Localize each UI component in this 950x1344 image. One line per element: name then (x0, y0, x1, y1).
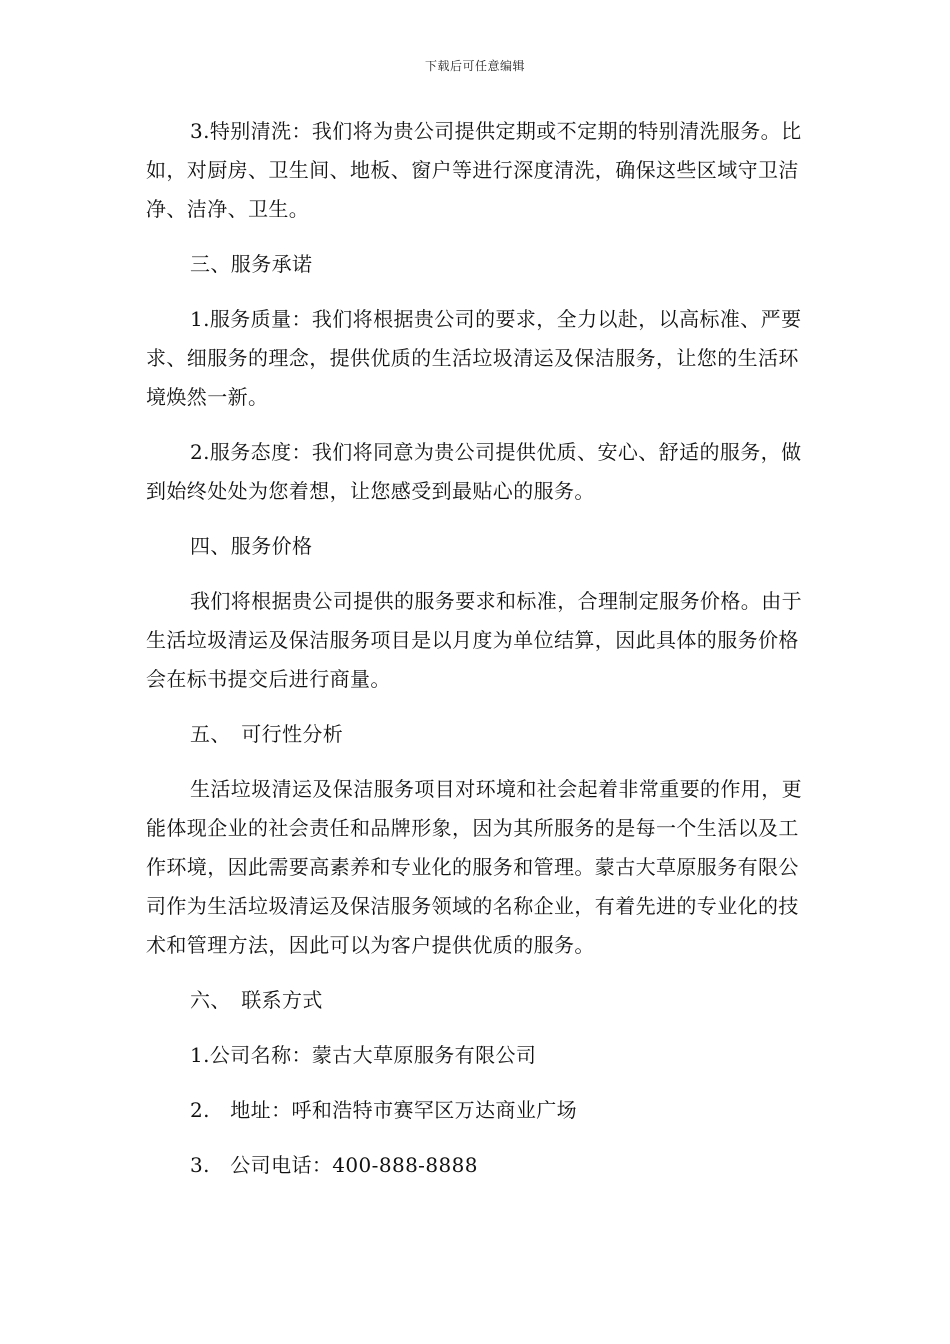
paragraph-feasibility: 生活垃圾清运及保洁服务项目对环境和社会起着非常重要的作用，更能体现企业的社会责任和品牌形象，因为其所服务的是每一个生活以及工作环境，因此需要高素养和专业化的服务和管理。蒙古大草原服务有限公司作为生活垃圾清运及保洁服务领域的名称企业，有着先进的专业化的技术和管理方法，因此可以为客户提供优质的服务。 (146, 777, 802, 957)
paragraph-service-quality: 1.服务质量：我们将根据贵公司的要求，全力以赴，以高标准、严要求、细服务的理念，提供优质的生活垃圾清运及保洁服务，让您的生活环境焕然一新。 (146, 307, 802, 409)
header-note: 下载后可任意编辑 (424, 59, 525, 73)
document-body (146, 112, 806, 1201)
section-heading-service-price: 四、服务价格 (190, 534, 313, 558)
section-heading-feasibility: 五、 可行性分析 (190, 722, 344, 746)
paragraph-special-cleaning: 3.特别清洗：我们将为贵公司提供定期或不定期的特别清洗服务。比如，对厨房、卫生间、地板、窗户等进行深度清洗，确保这些区域守卫洁净、洁净、卫生。 (146, 119, 802, 221)
contact-phone: 3. 公司电话：400-888-8888 (190, 1153, 478, 1177)
paragraph-service-attitude: 2.服务态度：我们将同意为贵公司提供优质、安心、舒适的服务，做到始终处处为您着想，让您感受到最贴心的服务。 (146, 440, 802, 503)
contact-address: 2. 地址：呼和浩特市赛罕区万达商业广场 (190, 1098, 578, 1122)
section-heading-service-commitment: 三、服务承诺 (190, 252, 313, 276)
paragraph-service-price: 我们将根据贵公司提供的服务要求和标准，合理制定服务价格。由于生活垃圾清运及保洁服务项目是以月度为单位结算，因此具体的服务价格会在标书提交后进行商量。 (146, 589, 802, 691)
section-heading-contact: 六、 联系方式 (190, 988, 323, 1012)
contact-company-name: 1.公司名称：蒙古大草原服务有限公司 (190, 1043, 537, 1067)
